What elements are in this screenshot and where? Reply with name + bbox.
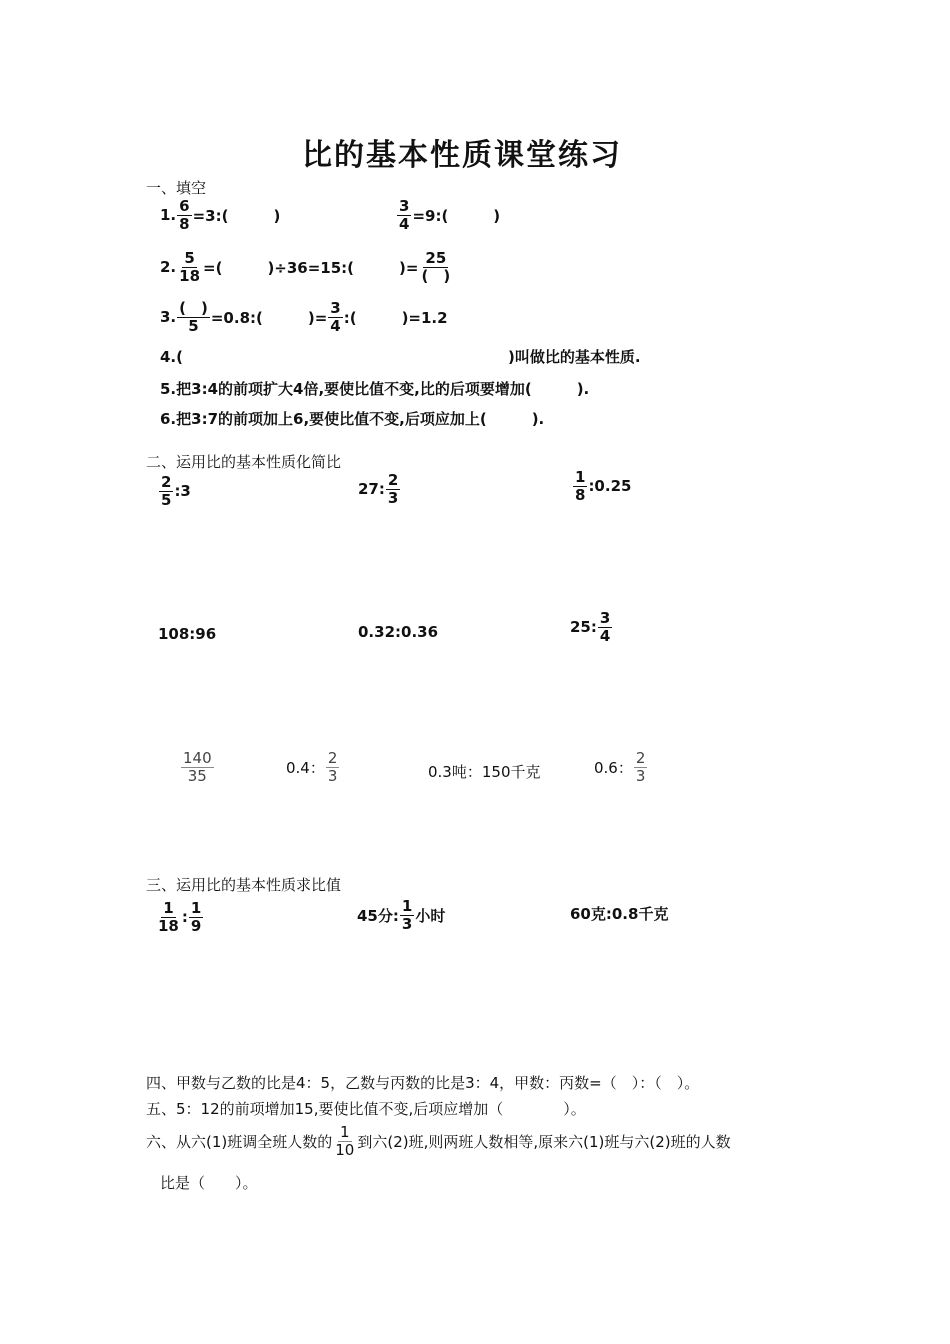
section-2-heading: 二、运用比的基本性质化简比 <box>146 453 342 471</box>
question-5: 5.把3:4的前项扩大4倍,要使比值不变,比的后项要增加( ). <box>160 380 590 398</box>
simplify-f: 25: $\frac{3}{4}$ <box>570 609 611 645</box>
simplify-a: $\frac{2}{5}$ :3 <box>161 473 191 509</box>
simplify-b: 27: $\frac{2}{3}$ <box>358 471 399 507</box>
simplify-c: $\frac{1}{8}$ :0.25 <box>575 468 632 504</box>
simplify-g: $\frac{140}{35}$ <box>183 749 212 785</box>
page-title: 比的基本性质课堂练习 <box>302 138 622 173</box>
question-2: 2. $\frac{5}{18}$ =( )÷36=15:( )= $\frac{25}{( )}$ <box>160 249 451 285</box>
ratio-value-c: 60克:0.8千克 <box>570 905 669 923</box>
question-3: 3. $\frac{( )}{5}$ =0.8:( )= $\frac{3}{4}$ :( )=1.2 <box>160 299 448 335</box>
simplify-h: 0.4： $\frac{2}{3}$ <box>286 749 338 785</box>
question-4-end: )叫做比的基本性质. <box>508 348 641 366</box>
section-6: 六、从六(1)班调全班人数的 $\frac{1}{10}$ 到六(2)班,则两班人数相等,原来六(1)班与六(2)班的人数 <box>146 1123 731 1159</box>
question-1b: $\frac{3}{4}$ =9:( ) <box>399 197 501 233</box>
section-5: 五、5：12的前项增加15,要使比值不变,后项应增加（ ）。 <box>146 1100 586 1118</box>
simplify-e: 0.32:0.36 <box>358 623 439 641</box>
question-1a: 1. $\frac{6}{8}$ =3:( ) <box>160 197 281 233</box>
section-1-heading: 一、填空 <box>146 179 207 197</box>
section-4: 四、甲数与乙数的比是4：5，乙数与丙数的比是3：4，甲数：丙数=（ ）：（ ）。 <box>146 1074 700 1092</box>
simplify-j: 0.6： $\frac{2}{3}$ <box>594 749 646 785</box>
ratio-value-a: $\frac{1}{18}$ : $\frac{1}{9}$ <box>158 899 202 935</box>
simplify-i: 0.3吨：150千克 <box>428 763 541 781</box>
ratio-value-b: 45分: $\frac{1}{3}$ 小时 <box>357 897 446 933</box>
question-6: 6.把3:7的前项加上6,要使比值不变,后项应加上( ). <box>160 410 545 428</box>
simplify-d: 108:96 <box>158 625 217 643</box>
section-3-heading: 三、运用比的基本性质求比值 <box>146 876 342 894</box>
question-4-start: 4.( <box>160 348 183 366</box>
section-6-line2: 比是（ ）。 <box>160 1174 258 1192</box>
